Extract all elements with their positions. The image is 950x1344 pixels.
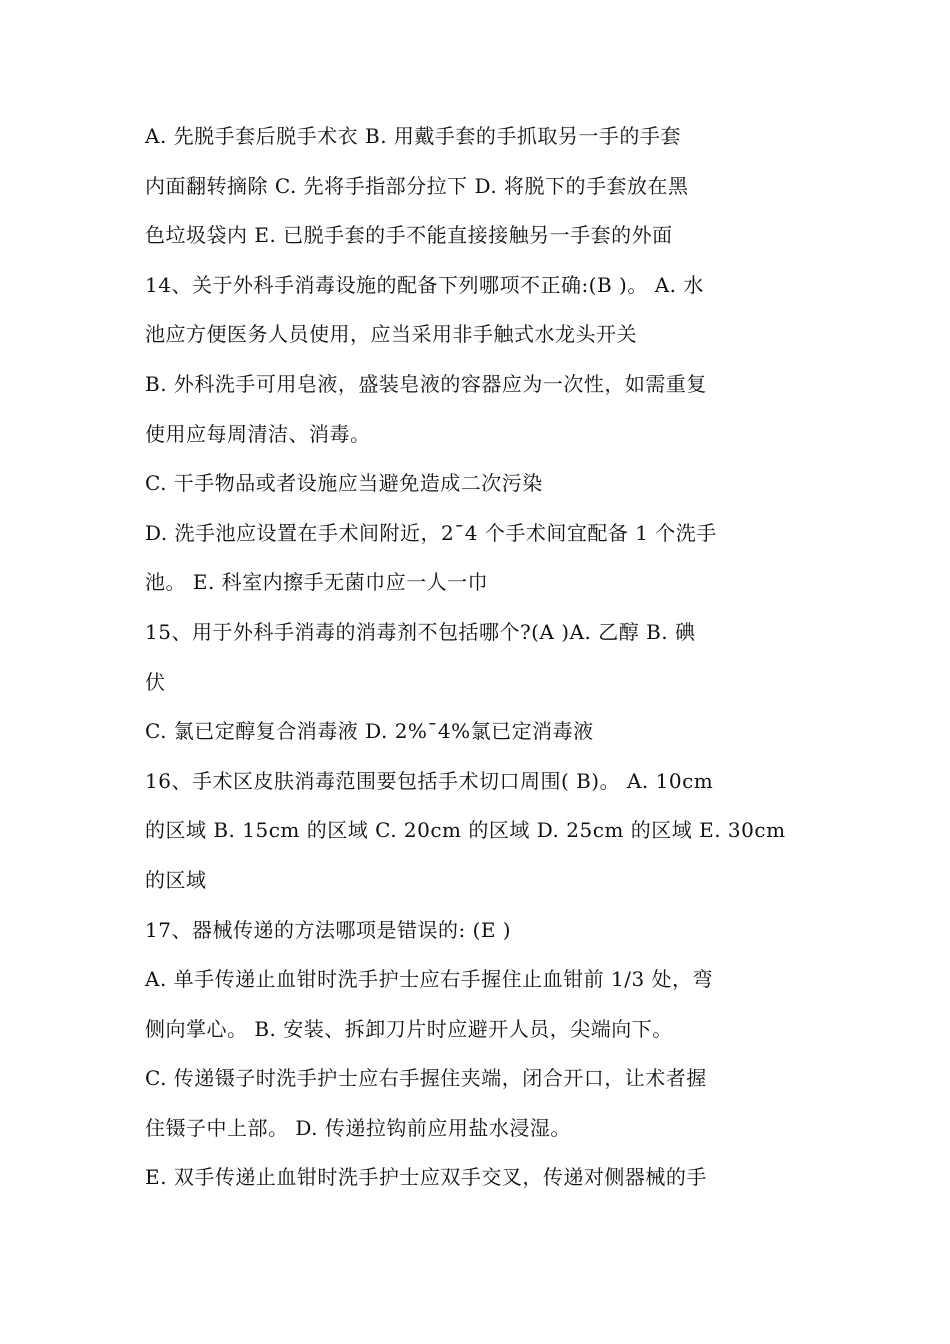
question-17-option-a-line-2: 侧向掌心。 B. 安装、拆卸刀片时应避开人员，尖端向下。 — [145, 1016, 673, 1041]
question-16-line-1: 16、手术区皮肤消毒范围要包括手术切口周围( B)。 A. 10cm — [145, 768, 714, 793]
question-14-option-c: C. 干手物品或者设施应当避免造成二次污染 — [145, 471, 543, 496]
question-17-option-c-line-1: C. 传递镊子时洗手护士应右手握住夹端，闭合开口，让术者握 — [145, 1066, 707, 1091]
text-line-1: A. 先脱手套后脱手术衣 B. 用戴手套的手抓取另一手的手套 — [145, 124, 681, 148]
question-17-option-e-line-1: E. 双手传递止血钳时洗手护士应双手交叉，传递对侧器械的手 — [145, 1165, 707, 1190]
question-16-line-2: 的区域 B. 15cm 的区域 C. 20cm 的区域 D. 25cm 的区域 E. 30cm — [145, 818, 786, 843]
question-17-option-a-line-1: A. 单手传递止血钳时洗手护士应右手握住止血钳前 1/3 处，弯 — [145, 967, 714, 992]
document-body — [145, 112, 815, 1203]
question-14-option-d-line-2: 池。 E. 科室内擦手无菌巾应一人一巾 — [145, 570, 489, 595]
question-15-line-2: 伏 — [145, 669, 166, 694]
question-14-option-b-line-1: B. 外科洗手可用皂液，盛装皂液的容器应为一次性，如需重复 — [145, 371, 707, 396]
text-line-3: 色垃圾袋内 E. 已脱手套的手不能直接接触另一手套的外面 — [145, 223, 673, 248]
question-14-option-b-line-2: 使用应每周清洁、消毒。 — [145, 421, 371, 446]
question-14-option-d-line-1: D. 洗手池应设置在手术间附近，2¯4 个手术间宜配备 1 个洗手 — [145, 520, 717, 545]
question-15-options-cd: C. 氯已定醇复合消毒液 D. 2%¯4%氯已定消毒液 — [145, 719, 594, 744]
text-line-2: 内面翻转摘除 C. 先将手指部分拉下 D. 将脱下的手套放在黑 — [145, 173, 689, 198]
question-15-line-1: 15、用于外科手消毒的消毒剂不包括哪个?(A )A. 乙醇 B. 碘 — [145, 619, 696, 644]
question-14-line-2: 池应方便医务人员使用，应当采用非手触式水龙头开关 — [145, 322, 637, 347]
question-17-option-c-line-2: 住镊子中上部。 D. 传递拉钩前应用盐水浸湿。 — [145, 1115, 571, 1140]
question-17-line-1: 17、器械传递的方法哪项是错误的: (E ) — [145, 917, 512, 942]
question-14-line-1: 14、关于外科手消毒设施的配备下列哪项不正确:(B )。 A. 水 — [145, 272, 704, 297]
question-16-line-3: 的区域 — [145, 867, 207, 892]
